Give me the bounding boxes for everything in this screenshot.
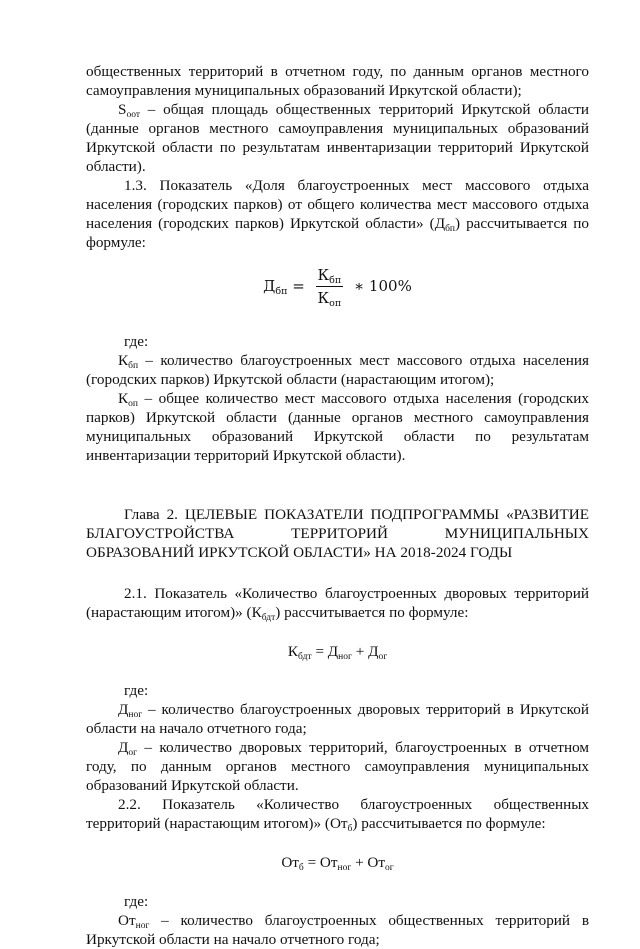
paragraph-s-oot-context: [86, 62, 589, 100]
definition-ot-nog: [86, 911, 589, 949]
paragraph-2-1: [86, 584, 589, 622]
definition-text: – общая площадь общественных территорий Иркутской области (данные органов местного самоуправления муниципальных образований Иркутской области по результатам инвентаризации территорий Иркутской области).: [86, 101, 589, 175]
formula-numerator: [316, 266, 344, 287]
chapter-heading: Глава 2. ЦЕЛЕВЫЕ ПОКАЗАТЕЛИ ПОДПРОГРАММЫ «РАЗВИТИЕ БЛАГОУСТРОЙСТВА ТЕРРИТОРИЙ МУНИЦИПАЛЬНЫХ ОБРАЗОВАНИЙ ИРКУТСКОЙ ОБЛАСТИ» НА 2018-2024 ГОДЫ: [86, 506, 589, 561]
symbol-subscript: ног: [135, 921, 150, 931]
where-label: где:: [124, 333, 149, 350]
formula-denominator: [316, 287, 344, 307]
symbol-subscript: бдт: [261, 613, 276, 623]
formula-tail: ∗ 100%: [349, 276, 412, 295]
symbol: S: [118, 101, 127, 118]
definition-text: – количество дворовых территорий, благоустроенных в отчетном году, по данным органов местного самоуправления муниципальных образований Иркутской области.: [86, 739, 589, 794]
paragraph-1-3: [86, 176, 589, 252]
paragraph-text: 2.2. Показатель «Количество благоустроенных общественных территорий (нарастающим итогом)» (От: [86, 796, 589, 832]
paragraph-text: общественных территорий в отчетном году, по данным органов местного самоуправления муниципальных образований Иркутской области);: [86, 63, 589, 99]
paragraph-text: ) рассчитывается по формуле:: [86, 215, 589, 251]
formula-subscript: оп: [329, 297, 342, 309]
formula-lhs: [263, 277, 287, 296]
formula-subscript: ог: [385, 863, 394, 873]
symbol: От: [118, 912, 136, 929]
symbol: Д: [118, 739, 129, 756]
paragraph-text: 1.3. Показатель «Доля благоустроенных мест массового отдыха населения (городских парков) от общего количества мест массового отдыха населения (городских парков) Иркутской области» (Д: [86, 177, 589, 232]
definition-text: – общее количество мест массового отдыха населения (городских парков) Иркутской области (данные органов местного самоуправления муниципальных образований Иркутской области по результатам инвентаризации территорий Иркутской области).: [86, 390, 589, 464]
definition-k-op: [86, 389, 589, 465]
formula-subscript: ног: [337, 863, 352, 873]
formula-d-bp: [86, 264, 589, 308]
formula-symbol: К: [317, 265, 330, 284]
formula-symbol: К: [287, 643, 299, 660]
paragraph-text: ) рассчитывается по формуле:: [352, 815, 546, 832]
where-label: где:: [124, 893, 149, 910]
symbol-subscript: бп: [128, 361, 139, 371]
formula-equals: =: [287, 276, 310, 295]
formula-symbol: Д: [263, 276, 276, 295]
formula-subscript: бп: [329, 274, 342, 286]
paragraph-text: 2.1. Показатель «Количество благоустроенных дворовых территорий (нарастающим итогом)» (К: [86, 585, 589, 621]
definition-text: – количество благоустроенных мест массового отдыха населения (городских парков) Иркутской области (нарастающим итогом);: [86, 352, 589, 388]
symbol: Д: [118, 701, 129, 718]
paragraph-text: ) рассчитывается по формуле:: [275, 604, 469, 621]
symbol: К: [118, 390, 129, 407]
formula-symbol: = Д: [311, 643, 339, 660]
symbol-subscript: ог: [128, 748, 138, 758]
formula-symbol: + От: [351, 854, 386, 871]
formula-fraction: [316, 266, 344, 307]
formula-k-bdt: [86, 642, 589, 661]
definition-s-oot: [86, 100, 589, 176]
definition-d-og: [86, 738, 589, 795]
formula-subscript: ног: [338, 652, 352, 662]
symbol-subscript: оот: [126, 110, 140, 120]
definition-text: – количество благоустроенных дворовых территорий в Иркутской области на начало отчетного года;: [86, 701, 589, 737]
document-page: [86, 62, 589, 949]
definition-d-nog: [86, 700, 589, 738]
formula-symbol: = От: [303, 854, 338, 871]
paragraph-2-2: [86, 795, 589, 833]
symbol-subscript: б: [347, 824, 353, 834]
where-label: где:: [124, 682, 149, 699]
symbol-subscript: оп: [128, 399, 138, 409]
formula-ot-b: [86, 853, 589, 872]
formula-subscript: бдт: [298, 652, 312, 662]
formula-subscript: бп: [275, 285, 288, 297]
symbol-subscript: ног: [128, 710, 143, 720]
formula-symbol: От: [281, 854, 299, 871]
formula-subscript: ог: [378, 652, 388, 662]
formula-subscript: б: [298, 863, 304, 873]
formula-symbol: + Д: [351, 643, 379, 660]
formula-symbol: К: [317, 288, 330, 307]
definition-text: – количество благоустроенных общественных территорий в Иркутской области на начало отчетного года;: [86, 912, 589, 948]
definition-k-bp: [86, 351, 589, 389]
symbol: К: [118, 352, 129, 369]
symbol-subscript: бп: [445, 224, 455, 234]
